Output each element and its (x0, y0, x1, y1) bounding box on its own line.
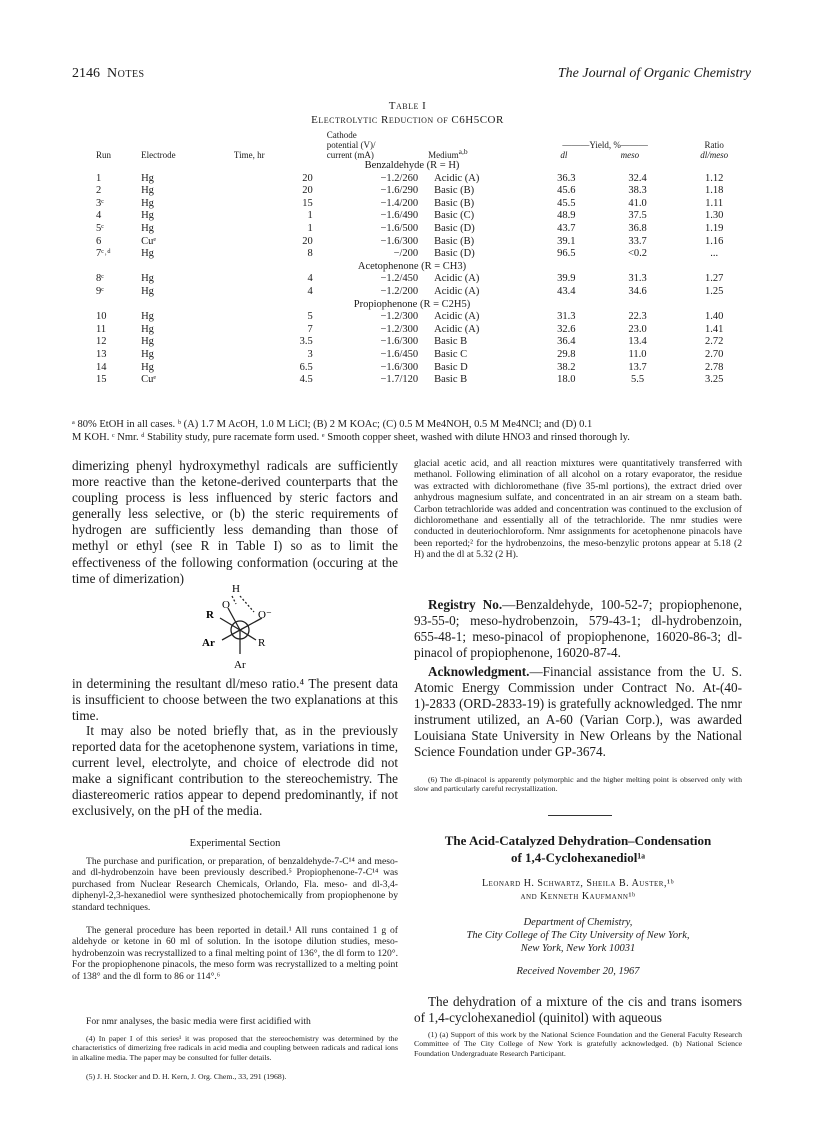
footnote-4: (4) In paper I of this series¹ it was proposed that the stereochemistry was determined by the characteristics of dimerizing free radicals in acid media and coupling between radicals and radical ions in alkaline media. The paper may be consulted for fuller details. (72, 1034, 398, 1062)
authors (414, 877, 742, 903)
table-cell: Hg (141, 197, 154, 209)
header-electrode: Electrode (141, 150, 176, 160)
data-table (72, 130, 752, 387)
table-group-title: Acetophenone (R = CH3) (357, 260, 467, 272)
affiliation-line-3: New York, New York 10031 (520, 943, 636, 954)
diagram-r-label-2: R (258, 637, 266, 649)
table-cell: Hg (141, 172, 154, 184)
table-cell: 36.3 (557, 172, 576, 184)
table-cell: 1.27 (705, 273, 724, 285)
table-cell: 36.8 (628, 222, 647, 234)
separator-rule (548, 815, 612, 816)
table-row (72, 173, 752, 186)
table-row (72, 374, 752, 387)
registry-label: Registry No. (428, 597, 503, 612)
left-paragraph-1: dimerizing phenyl hydroxymethyl radicals are sufficiently more reactive than the ketone-derived counterparts that the coupling process is less influenced by steric factors and generally less selective, or (b) the steric requirements of hydrogen are sufficiently less demanding than those of methyl or ethyl (see R in Table I) so as to limit the effectiveness of the following conformation (occuring at the time of dimerization) (72, 458, 398, 586)
table-cell: 39.9 (557, 273, 576, 285)
table-cell: −1.2/300 (380, 323, 419, 335)
header-potential-line-1: Cathode (326, 130, 357, 140)
table-cell: 29.8 (557, 348, 576, 360)
diagram-ar-label-1: Ar (202, 637, 215, 649)
table-cell: 1.25 (705, 285, 724, 297)
header-time: Time, hr (233, 150, 265, 160)
table-cell: 13.4 (628, 336, 647, 348)
table-footnote-2: M KOH. ᶜ Nmr. ᵈ Stability study, pure racemate form used. ᵉ Smooth copper sheet, washed with dilute HNO3 and rinsed thorough ly. (72, 432, 630, 443)
table-cell: 4 (307, 273, 313, 285)
table-cell: 22.3 (628, 311, 647, 323)
table-cell: Acidic (A) (434, 172, 480, 184)
experimental-paragraph-3: For nmr analyses, the basic media were first acidified with (86, 1016, 311, 1027)
experimental-paragraph-2: The general procedure has been reported in detail.¹ All runs contained 1 g of aldehyde or ketone in 60 ml of solution. In the isotope dilution studies, meso-hydrobenzoin was recrystallized to a final melting point of 136°, the dl form to 120°. For the propiophenone pinacols, the meso form was recrystallized to a melting point of 138° and the dl form to 86 or 114°.⁶ (72, 925, 398, 982)
table-cell: 1.40 (705, 311, 724, 323)
table-row (72, 349, 752, 362)
table-cell: 6 (96, 235, 102, 247)
table-cell: −/200 (393, 248, 419, 260)
table-cell: Basic B (434, 374, 468, 386)
table-cell: Acidic (A) (434, 311, 480, 323)
table-cell: 5 (307, 311, 313, 323)
table-cell: 13 (96, 348, 107, 360)
table-cell: Hg (141, 210, 154, 222)
diagram-r-label-1: R (206, 609, 214, 621)
footnote-1: (1) (a) Support of this work by the National Science Foundation and the General Faculty Research Committee of The City College of New York is gratefully acknowledged. (b) National Science Foundation Undergraduate Research Participant. (414, 1030, 742, 1058)
table-cell: −1.6/300 (380, 235, 419, 247)
table-row (72, 311, 752, 324)
table-cell: 13.7 (628, 361, 647, 373)
table-cell: 32.6 (557, 323, 576, 335)
affiliation-line-1: Department of Chemistry, (523, 917, 633, 928)
diagram-h-label: H (232, 583, 240, 595)
left-paragraph-2: in determining the resultant dl/meso ratio.⁴ The present data is insufficient to choose between the two explanations at this time. (72, 676, 398, 724)
article-title-line-1: The Acid-Catalyzed Dehydration–Condensation (444, 833, 712, 848)
table-cell: −1.2/450 (380, 273, 419, 285)
table-cell: 31.3 (557, 311, 576, 323)
table-cell: 48.9 (557, 210, 576, 222)
header-yield-label: ———Yield, %——— (562, 140, 648, 150)
table-cell: 4 (96, 210, 102, 222)
table-cell: 2 (96, 185, 102, 197)
table-title: Electrolytic Reduction of C6H5COR (311, 114, 504, 126)
table-header-row (72, 130, 752, 160)
table-cell: 20 (302, 185, 313, 197)
table-row (72, 336, 752, 349)
table-cell: 11 (96, 323, 107, 335)
table-cell: 39.1 (557, 235, 576, 247)
registry-text: —Benzaldehyde, 100-52-7; propiophenone, 93-55-0; meso-hydrobenzoin, 579-43-1; dl-hydrobenzoin, 655-48-1; meso-pinacol of propiophenone, 16020-86-3; dl-pinacol of propiophenone, 16020-87-4. (414, 597, 742, 661)
header-ratio (676, 130, 752, 160)
table-row (72, 185, 752, 198)
table-cell: −1.2/260 (380, 172, 419, 184)
table-row (72, 324, 752, 337)
table-cell: 4.5 (299, 374, 313, 386)
table-cell: 1.16 (705, 235, 724, 247)
table-cell: 34.6 (628, 285, 647, 297)
diagram-ar-label-2: Ar (234, 659, 246, 671)
table-cell: 9ᶜ (96, 285, 104, 297)
table-cell: Basic (B) (434, 197, 475, 209)
table-cell: <0.2 (628, 248, 648, 260)
experimental-heading: Experimental Section (189, 838, 281, 849)
table-row (72, 236, 752, 249)
footnote-5: (5) J. H. Stocker and D. H. Kern, J. Org. Chem., 33, 291 (1968). (86, 1072, 287, 1081)
table-cell: 18.0 (557, 374, 576, 386)
table-cell: Hg (141, 273, 154, 285)
left-paragraph-3: It may also be noted briefly that, as in the previously reported data for the acetophenone system, variations in time, current level, electrolyte, and choice of electrode did not make a significant contribution to the stereochemistry. The diastereomeric ratios appear to depend predominantly, if not exclusively, on the pH of the media. (72, 723, 398, 819)
table-footnote-1: ᵃ 80% EtOH in all cases. ᵇ (A) 1.7 M AcOH, 1.0 M LiCl; (B) 2 M KOAc; (C) 0.5 M Me4NOH, 0.5 M Me4NCl; and (D) 0.1 (72, 419, 593, 430)
table-cell: 36.4 (557, 336, 576, 348)
affiliation (414, 916, 742, 955)
table-cell: 38.2 (557, 361, 576, 373)
page-number: 2146 (72, 66, 100, 81)
table-cell: Hg (141, 323, 154, 335)
table-cell: 1.19 (705, 222, 724, 234)
page-header-left (72, 66, 145, 82)
table-row (72, 286, 752, 299)
table-cell: −1.4/200 (380, 197, 419, 209)
acknowledgment-paragraph (414, 664, 742, 761)
table-cell: 15 (302, 197, 313, 209)
table-row (72, 362, 752, 375)
header-yield-text: Yield, % (589, 140, 621, 150)
table-row (72, 248, 752, 261)
table-cell: 10 (96, 311, 107, 323)
table-cell: −1.6/290 (380, 185, 419, 197)
table-cell: 11.0 (628, 348, 647, 360)
experimental-paragraph-1: The purchase and purification, or preparation, of benzaldehyde-7-C¹⁴ and meso- and dl-hydrobenzoin have been previously described.⁵ Propiophenone-7-C¹⁴ was purchased from Nuclear Research Chemicals, Orlando, Fla. meso- and dl-3,4-diphenyl-2,3-hexanediol were synthesized photochemically from propiophenone by standard techniques. (72, 856, 398, 913)
table-row (72, 198, 752, 211)
table-cell: 2.72 (705, 336, 724, 348)
table-cell: Hg (141, 361, 154, 373)
right-paragraph-1: glacial acetic acid, and all reaction mixtures were quantitatively transferred with methanol. Following elimination of all alcohol on a rotary evaporator, the residue was extracted with dichloromethane (five 35-ml portions), the extract dried over anhydrous magnesium sulfate, and concentrated in an air stream on a steam bath. Carbon tetrachloride was added and concentration was continued to the exclusion of dichloromethane and essentially all of the tetrachloride. The nmr studies were conducted in deuteriochloroform. Nmr assignments for acetophenone pinacols have been reported;² for the hydrobenzoins, the meso-benzylic protons appear at 5.18 (2 H) and the dl at 5.32 (2 H). (414, 458, 742, 561)
table-cell: 1.18 (705, 185, 724, 197)
table-cell: 1.11 (705, 197, 724, 209)
header-dl: dl (560, 150, 568, 160)
table-cell: 45.5 (557, 197, 576, 209)
table-cell: 38.3 (628, 185, 647, 197)
table-cell: 41.0 (628, 197, 647, 209)
table-cell: 12 (96, 336, 107, 348)
table-cell: 20 (302, 235, 313, 247)
table-cell: Hg (141, 222, 154, 234)
table-row (72, 210, 752, 223)
table-cell: Basic D (434, 361, 468, 373)
table-cell: −1.6/500 (380, 222, 419, 234)
header-medium (428, 130, 534, 160)
table-cell: Basic C (434, 348, 468, 360)
section-name: Notes (107, 66, 145, 81)
table-cell: Cuᵉ (141, 374, 157, 386)
table-cell: 15 (96, 374, 107, 386)
header-potential-line-2: potential (V)/ (326, 140, 376, 150)
conformation-diagram (180, 582, 300, 672)
table-cell: 3.25 (705, 374, 724, 386)
table-cell: −1.7/120 (380, 374, 419, 386)
header-yield-sub (534, 150, 676, 160)
table-cell: −1.2/300 (380, 311, 419, 323)
table-cell: Basic (D) (434, 248, 475, 260)
table-cell: 43.7 (557, 222, 576, 234)
table-cell: 23.0 (628, 323, 647, 335)
table-cell: 33.7 (628, 235, 647, 247)
table-cell: 1.41 (705, 323, 724, 335)
article-title (414, 832, 742, 866)
table-cell: 3.5 (299, 336, 313, 348)
header-potential (327, 130, 428, 160)
table-cell: 32.4 (628, 172, 647, 184)
table-cell: ... (710, 248, 719, 260)
header-ratio-line-1: Ratio (704, 140, 724, 150)
table-cell: Hg (141, 348, 154, 360)
table-cell: 37.5 (628, 210, 647, 222)
footnote-6: (6) The dl-pinacol is apparently polymorphic and the higher melting point is observed only with slow and particularly careful recrystallization. (414, 775, 742, 794)
header-run: Run (96, 150, 112, 160)
table-cell: 43.4 (557, 285, 576, 297)
table-cell: 2.70 (705, 348, 724, 360)
table-footnotes (72, 418, 748, 444)
table-cell: Cuᵉ (141, 235, 157, 247)
table-cell: Basic (D) (434, 222, 475, 234)
table-cell: 3 (307, 348, 313, 360)
table-cell: −1.6/300 (380, 336, 419, 348)
table-cell: Hg (141, 311, 154, 323)
table-group-title: Propiophenone (R = C2H5) (353, 298, 471, 310)
acknowledgment-label: Acknowledgment. (428, 664, 530, 679)
table-cell: −1.6/490 (380, 210, 419, 222)
table-group-row (72, 299, 752, 312)
acknowledgment-text: —Financial assistance from the U. S. Atomic Energy Commission under Contract No. At-(40-1)-2833 (ORD-2833-19) is gratefully acknowledged. The nmr instrument utilized, an A-60 (Varian Corp.), was awarded Louisiana State University in New Orleans by the National Science Foundation under GP-3674. (414, 664, 742, 760)
table-cell: 45.6 (557, 185, 576, 197)
table-cell: 1 (307, 222, 313, 234)
table-cell: 4 (307, 285, 313, 297)
table-cell: Acidic (A) (434, 285, 480, 297)
table-cell: Hg (141, 336, 154, 348)
table-cell: Acidic (A) (434, 273, 480, 285)
table-cell: Basic (C) (434, 210, 475, 222)
table-cell: 3ᶜ (96, 197, 104, 209)
table-cell: 7 (307, 323, 313, 335)
authors-line-1: Leonard H. Schwartz, Sheila B. Auster,¹ᵇ (481, 878, 675, 889)
table-cell: Hg (141, 248, 154, 260)
table-cell: 1.12 (705, 172, 724, 184)
header-yield (534, 130, 676, 160)
table-cell: 1 (96, 172, 102, 184)
header-medium-sup: a,b (458, 147, 468, 156)
table-cell: −1.2/200 (380, 285, 419, 297)
header-potential-line-3: current (mA) (326, 150, 374, 160)
registry-paragraph (414, 597, 742, 661)
table-cell: Basic (B) (434, 235, 475, 247)
table-cell: Hg (141, 185, 154, 197)
table-cell: 14 (96, 361, 107, 373)
table-group-row (72, 261, 752, 274)
table-cell: 1.30 (705, 210, 724, 222)
table-cell: 5ᶜ (96, 222, 104, 234)
table-cell: Acidic (A) (434, 323, 480, 335)
table-cell: Basic B (434, 336, 468, 348)
journal-name: The Journal of Organic Chemistry (557, 66, 751, 81)
table-row (72, 273, 752, 286)
table-cell: 8ᶜ (96, 273, 104, 285)
authors-line-2: and Kenneth Kaufmann¹ᵇ (520, 891, 636, 902)
intro-paragraph: The dehydration of a mixture of the cis and trans isomers of 1,4-cyclohexanediol (quinitol) with aqueous (414, 994, 742, 1026)
article-title-line-2: of 1,4-Cyclohexanediol¹ᵃ (510, 850, 646, 865)
table-cell: Hg (141, 285, 154, 297)
table-label: Table I (388, 100, 427, 112)
table-cell: 2.78 (705, 361, 724, 373)
table-cell: 31.3 (628, 273, 647, 285)
received-date: Received November 20, 1967 (516, 966, 640, 977)
diagram-o-label: O (222, 599, 230, 611)
table-cell: 96.5 (557, 248, 576, 260)
table-cell: Basic (B) (434, 185, 475, 197)
diagram-o-minus-label: O⁻ (258, 609, 272, 621)
table-group-title: Benzaldehyde (R = H) (364, 160, 460, 171)
header-medium-text: Medium (428, 150, 459, 160)
table-cell: 7ᶜ˒ᵈ (96, 248, 111, 260)
table-cell: 1 (307, 210, 313, 222)
table-cell: 8 (307, 248, 313, 260)
table-cell: 5.5 (630, 374, 645, 386)
header-ratio-line-2: dl/meso (700, 150, 729, 160)
table-cell: 6.5 (299, 361, 313, 373)
table-cell: 20 (302, 172, 313, 184)
table-group-row (72, 160, 752, 173)
table-cell: −1.6/450 (380, 348, 419, 360)
affiliation-line-2: The City College of The City University of New York, (466, 930, 690, 941)
table-cell: −1.6/300 (380, 361, 419, 373)
table-row (72, 223, 752, 236)
header-meso: meso (620, 150, 640, 160)
